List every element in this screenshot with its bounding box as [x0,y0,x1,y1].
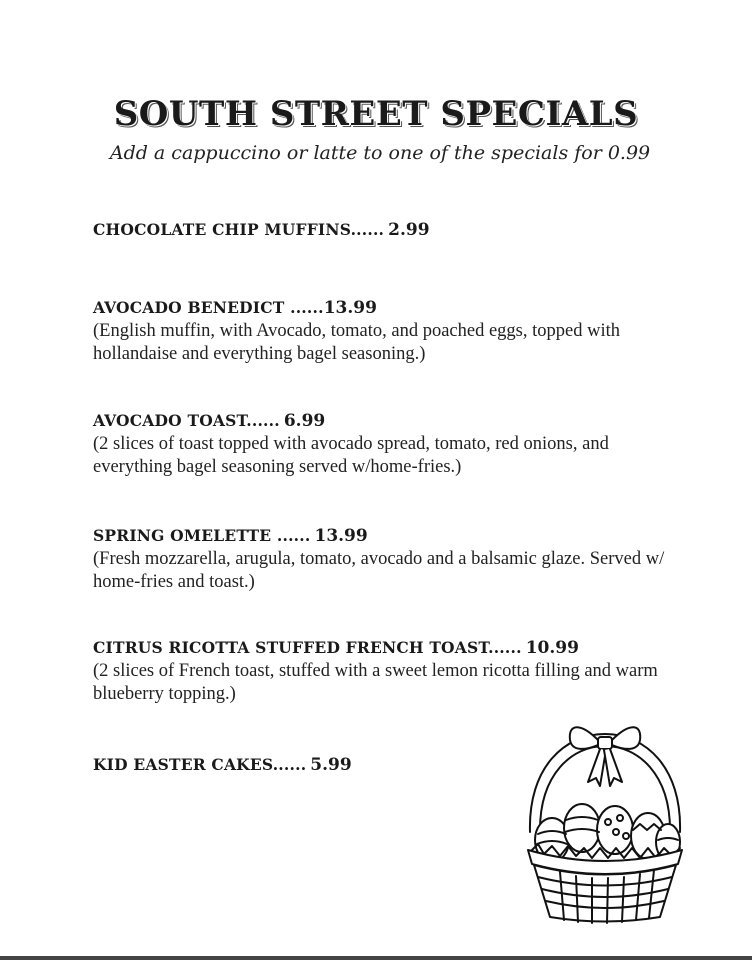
item-name: AVOCADO BENEDICT ...... [93,298,324,317]
page-title: SOUTH STREET SPECIALS [113,94,639,134]
item-name: KID EASTER CAKES...... [93,755,307,774]
bottom-border [0,956,752,960]
item-name: CHOCOLATE CHIP MUFFINS...... [93,220,385,239]
page-subtitle: Add a cappuccino or latte to one of the specials for 0.99 [109,142,651,164]
menu-item [93,526,668,594]
item-description: (2 slices of French toast, stuffed with a sweet lemon ricotta filling and warm blueberry topping.) [93,661,658,704]
menu-item [93,298,668,366]
item-price: 5.99 [310,755,352,775]
item-description: (2 slices of toast topped with avocado spread, tomato, red onions, and everything bagel seasoning served w/home-fries.) [93,434,609,477]
easter-basket-icon [520,712,690,927]
menu-item [93,638,668,706]
menu-item [93,220,668,240]
menu-item [93,411,668,479]
item-description: (Fresh mozzarella, arugula, tomato, avocado and a balsamic glaze. Served w/ home-fries and toast.) [93,549,665,592]
item-price: 10.99 [525,638,579,658]
item-description: (English muffin, with Avocado, tomato, and poached eggs, topped with hollandaise and everything bagel seasoning.) [93,321,620,364]
item-price: 2.99 [388,220,430,240]
item-price: 13.99 [323,298,377,318]
item-name: AVOCADO TOAST...... [93,411,280,430]
item-name: SPRING OMELETTE ...... [93,526,311,545]
item-price: 13.99 [314,526,368,546]
item-price: 6.99 [283,411,326,431]
item-name: CITRUS RICOTTA STUFFED FRENCH TOAST...... [93,638,522,657]
